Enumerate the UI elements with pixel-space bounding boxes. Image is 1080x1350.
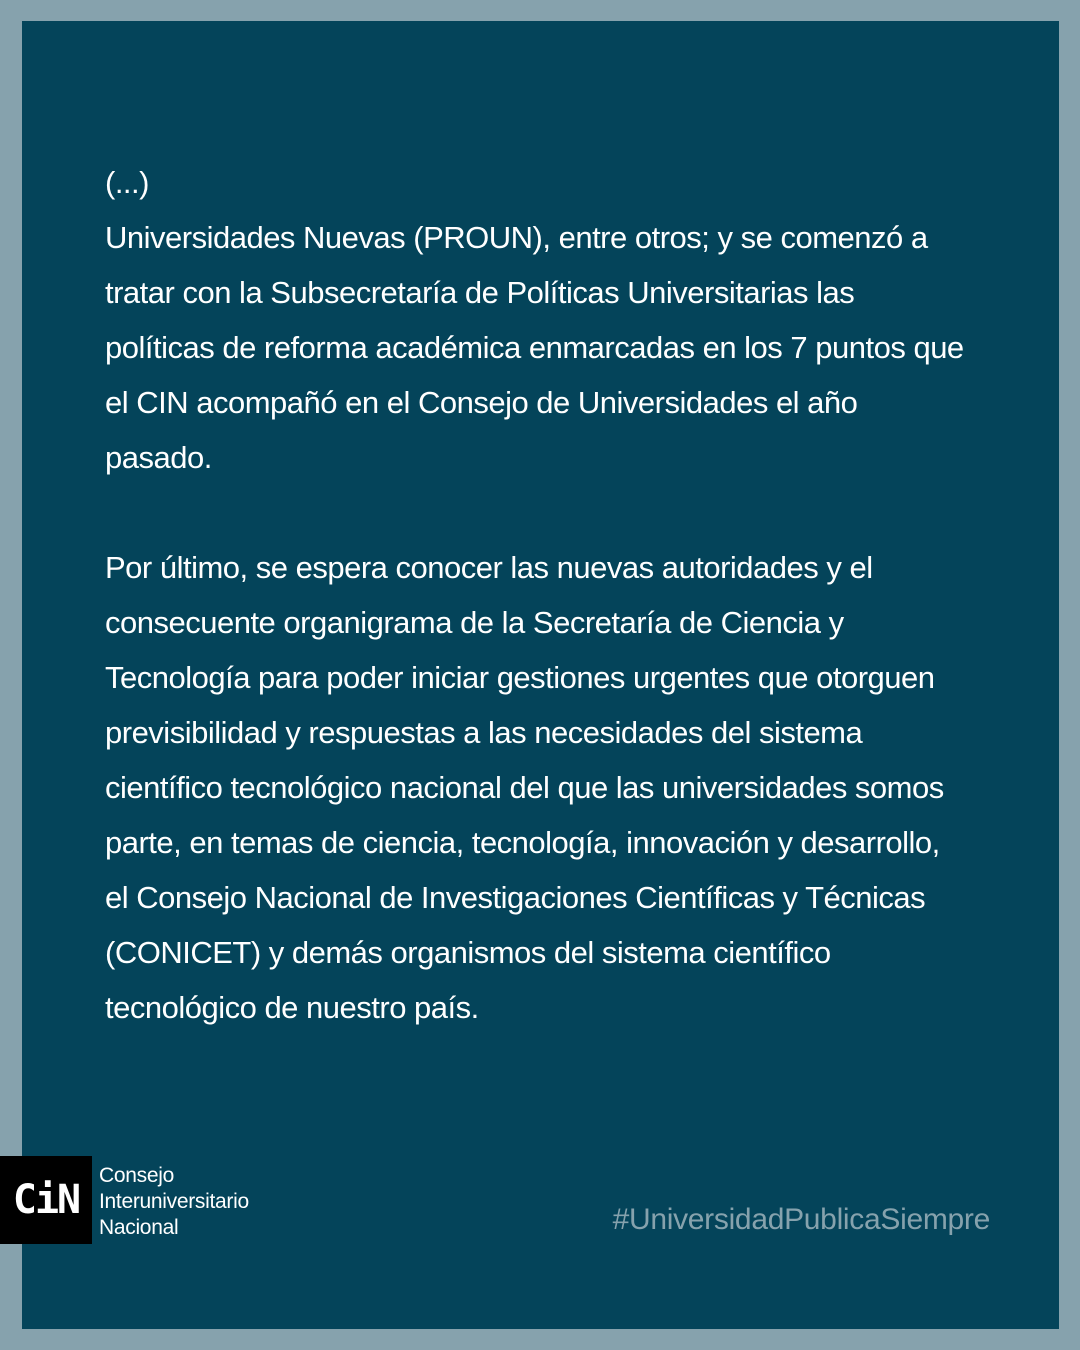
paragraph-2: Por último, se espera conocer las nuevas autoridades y el consecuente organigrama de la Secretaría de Ciencia y Tecnología para poder iniciar gestiones urgentes que otorguen previsibilidad y respuestas a las necesidades del sistema científico tecnológico nacional del que las universidades somos parte, en temas de ciencia, tecnología, innovación y desarrollo, el Consejo Nacional de Investigaciones Científicas y Técnicas (CONICET) y demás organismos del sistema científico tecnológico de nuestro país. bbox=[105, 550, 944, 1025]
hashtag-text: #UniversidadPublicaSiempre bbox=[612, 1203, 990, 1236]
logo-text-line-3: Nacional bbox=[99, 1216, 179, 1239]
ellipsis-marker: (...) bbox=[105, 165, 149, 200]
cin-logo-mark: CiN bbox=[12, 1177, 80, 1223]
cin-logo-text bbox=[99, 1163, 249, 1241]
paragraph-1: Universidades Nuevas (PROUN), entre otros; y se comenzó a tratar con la Subsecretaría de Políticas Universitarias las políticas de reforma académica enmarcadas en los 7 puntos que el CIN acompañó en el Consejo de Universidades el año pasado. bbox=[105, 220, 964, 475]
logo-text-line-2: Interuniversitario bbox=[99, 1190, 249, 1213]
logo-text-line-1: Consejo bbox=[99, 1164, 174, 1187]
statement-content bbox=[105, 155, 965, 1035]
cin-logo-mark-box bbox=[0, 1156, 92, 1244]
